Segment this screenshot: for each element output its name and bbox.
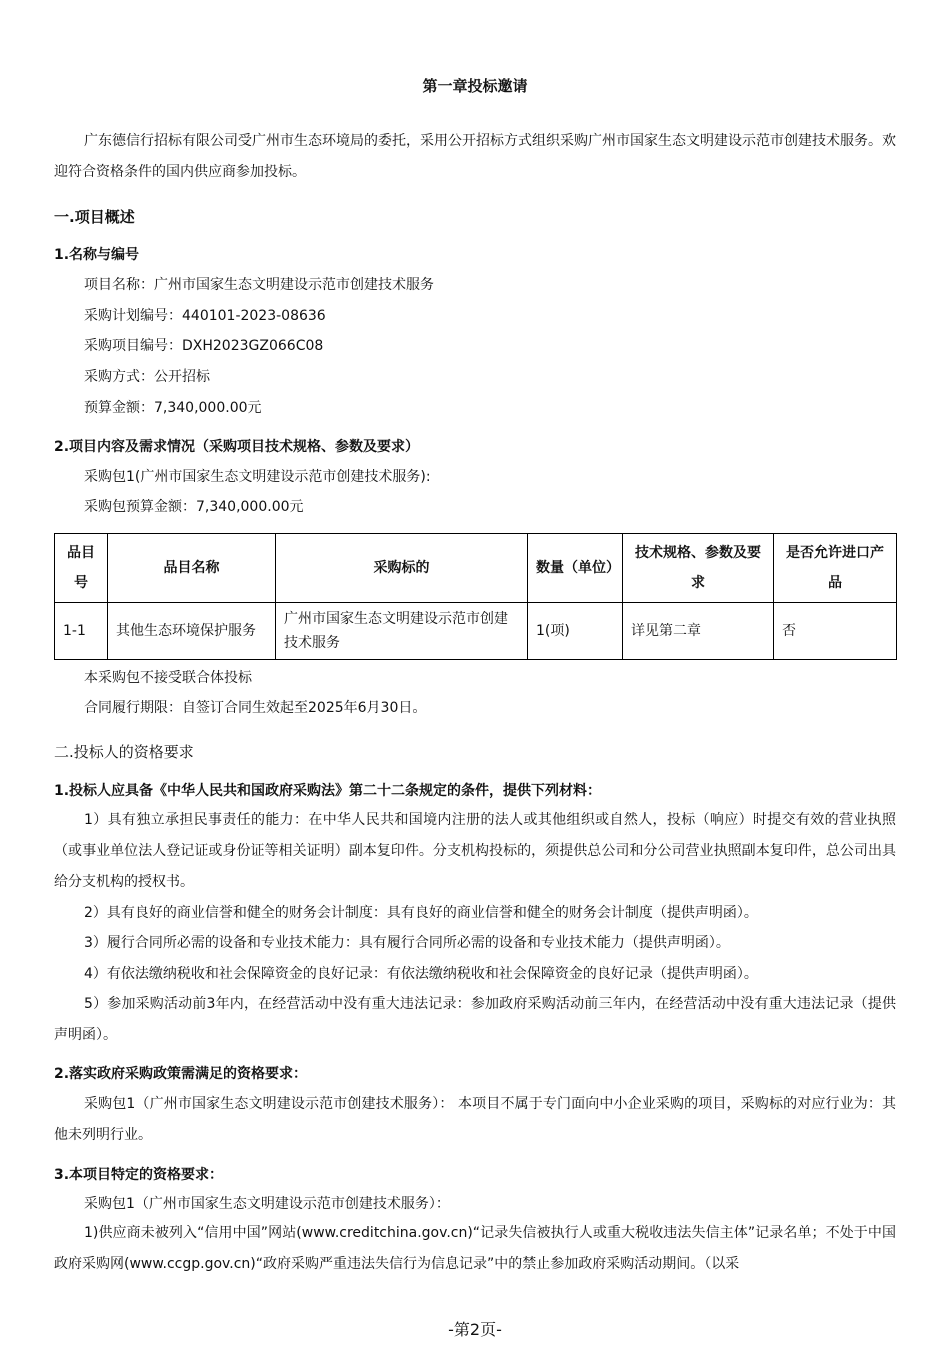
project-name: 项目名称：广州市国家生态文明建设示范市创建技术服务 <box>84 277 434 293</box>
header-import: 是否允许进口产品 <box>774 534 897 603</box>
package-line: 采购包1(广州市国家生态文明建设示范市创建技术服务): <box>84 469 431 485</box>
specific-heading: 3.本项目特定的资格要求： <box>54 1167 224 1183</box>
section2-heading: 二.投标人的资格要求 <box>54 743 194 761</box>
content-heading: 2.项目内容及需求情况（采购项目技术规格、参数及要求） <box>54 439 420 455</box>
qualification-heading: 1.投标人应具备《中华人民共和国政府采购法》第二十二条规定的条件，提供下列材料： <box>54 783 602 799</box>
specific-package-line: 采购包1（广州市国家生态文明建设示范市创建技术服务）： <box>84 1196 450 1212</box>
policy-text: 采购包1（广州市国家生态文明建设示范市创建技术服务）： 本项目不属于专门面向中小企业采购的项目，采购标的对应行业为：其他未列明行业。 <box>54 1096 896 1143</box>
header-spec: 技术规格、参数及要求 <box>623 534 774 603</box>
header-item-name: 品目名称 <box>108 534 276 603</box>
qualification-item-3: 3）履行合同所必需的设备和专业技术能力：具有履行合同所必需的设备和专业技术能力（提供声明函）。 <box>84 935 730 951</box>
specific-item-1: 1)供应商未被列入“信用中国”网站(www.creditchina.gov.cn)“记录失信被执行人或重大税收违法失信主体”记录名单；不处于中国政府采购网(www.ccgp.gov.cn)“政府采购严重违法失信行为信息记录”中的禁止参加政府采购活动期间。（以采 <box>54 1225 896 1272</box>
items-table <box>54 533 897 660</box>
budget-amount: 预算金额：7,340,000.00元 <box>84 400 262 416</box>
section1-heading: 一.项目概述 <box>54 208 135 226</box>
consortium-note: 本采购包不接受联合体投标 <box>84 670 252 686</box>
cell-item-no: 1-1 <box>55 603 108 660</box>
qualification-item-2: 2）具有良好的商业信誉和健全的财务会计制度：具有良好的商业信誉和健全的财务会计制度（提供声明函）。 <box>84 905 758 921</box>
contract-period: 合同履行期限：自签订合同生效起至2025年6月30日。 <box>84 700 427 716</box>
qualification-item-1: 1）具有独立承担民事责任的能力：在中华人民共和国境内注册的法人或其他组织或自然人，投标（响应）时提交有效的营业执照（或事业单位法人登记证或身份证等相关证明）副本复印件。分支机构投标的，须提供总公司和分公司营业执照副本复印件，总公司出具给分支机构的授权书。 <box>54 812 896 890</box>
cell-item-name: 其他生态环境保护服务 <box>108 603 276 660</box>
page-title: 第一章投标邀请 <box>422 77 528 95</box>
qualification-item-4: 4）有依法缴纳税收和社会保障资金的良好记录：有依法缴纳税收和社会保障资金的良好记录（提供声明函）。 <box>84 966 758 982</box>
cell-import: 否 <box>774 603 897 660</box>
header-item-no: 品目号 <box>55 534 108 603</box>
package-budget: 采购包预算金额：7,340,000.00元 <box>84 499 304 515</box>
page-number: -第2页- <box>448 1320 502 1339</box>
intro-paragraph: 广东德信行招标有限公司受广州市生态环境局的委托，采用公开招标方式组织采购广州市国家生态文明建设示范市创建技术服务。欢迎符合资格条件的国内供应商参加投标。 <box>54 133 896 180</box>
policy-heading: 2.落实政府采购政策需满足的资格要求： <box>54 1066 308 1082</box>
cell-quantity: 1(项) <box>528 603 623 660</box>
table-header-row <box>55 534 897 603</box>
name-number-heading: 1.名称与编号 <box>54 247 140 263</box>
project-number: 采购项目编号：DXH2023GZ066C08 <box>84 338 324 354</box>
cell-subject: 广州市国家生态文明建设示范市创建技术服务 <box>276 603 528 660</box>
qualification-item-5: 5）参加采购活动前3年内，在经营活动中没有重大违法记录：参加政府采购活动前三年内，在经营活动中没有重大违法记录（提供声明函）。 <box>54 996 896 1043</box>
table-row <box>55 603 897 660</box>
cell-spec: 详见第二章 <box>623 603 774 660</box>
procurement-method: 采购方式：公开招标 <box>84 369 210 385</box>
plan-number: 采购计划编号：440101-2023-08636 <box>84 308 326 324</box>
header-subject: 采购标的 <box>276 534 528 603</box>
header-quantity: 数量（单位） <box>528 534 623 603</box>
